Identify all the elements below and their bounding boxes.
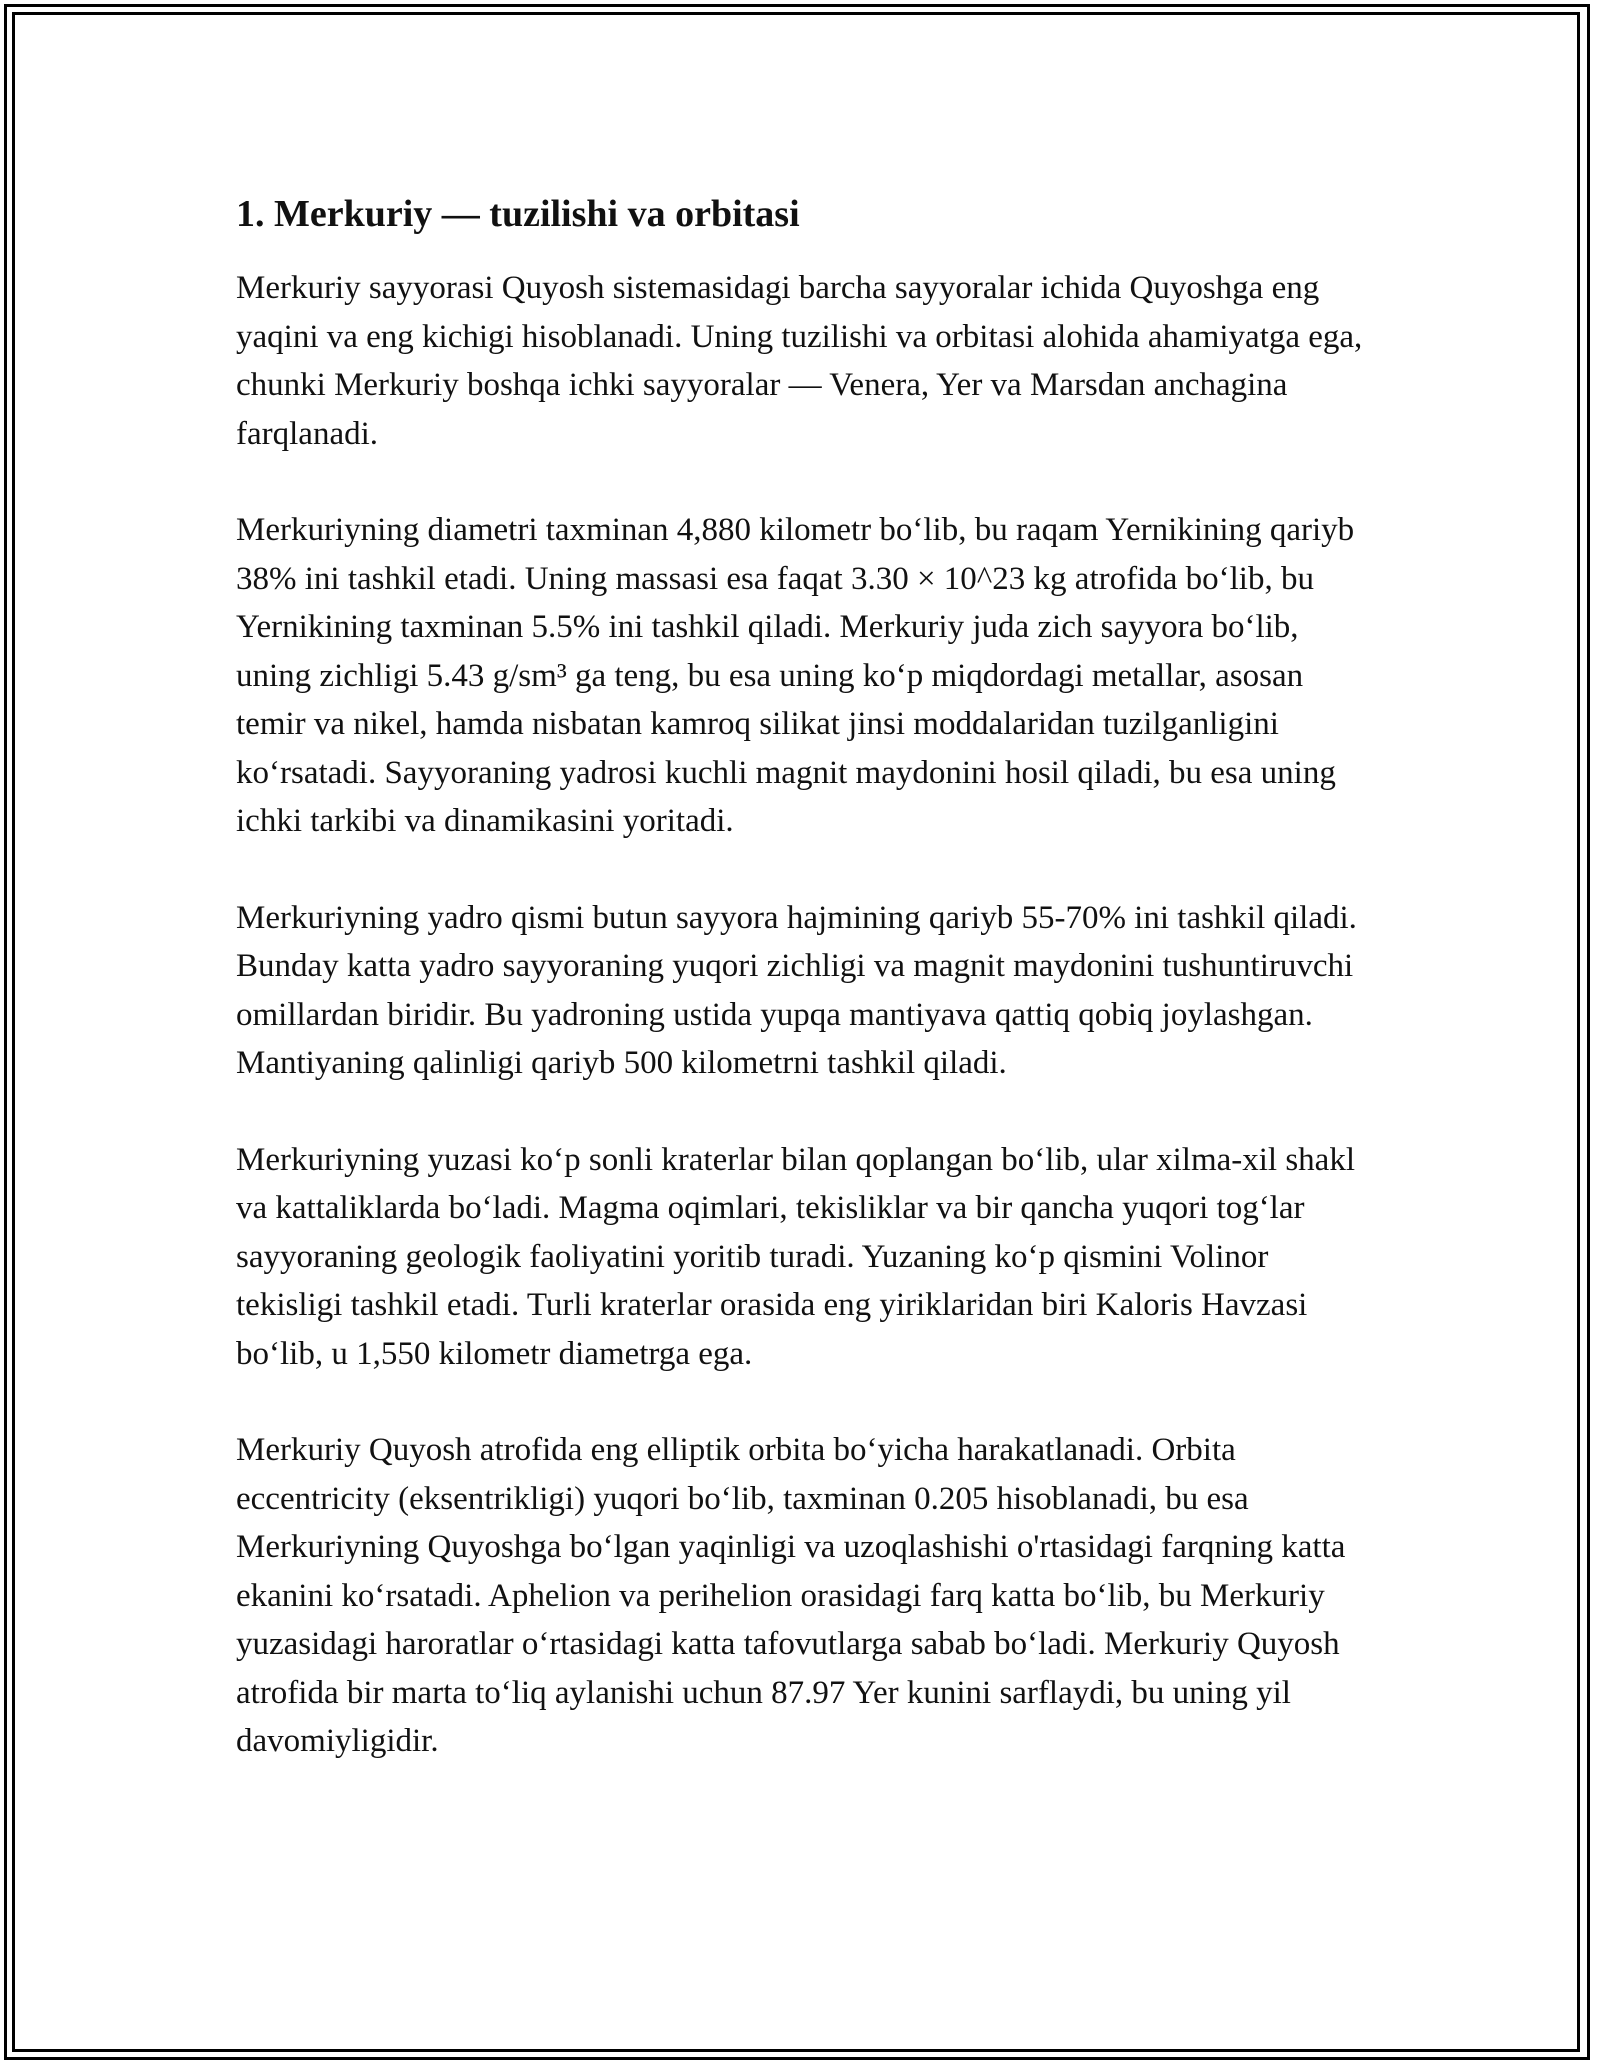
section-title: 1. Merkuriy — tuzilishi va orbitasi [236,193,800,235]
paragraph-intro: Merkuriy sayyorasi Quyosh sistemasidagi barcha sayyoralar ichida Quyoshga eng yaqini va eng kichigi hisoblanadi. Uning tuzilishi va orbitasi alohida ahamiyatga ega, chunki Merkuriy boshqa ichki sayyoralar — Venera, Yer va Marsdan anchagina farqlanadi. [236,270,1363,452]
document-body [236,186,1374,1814]
paragraph-diameter-mass: Merkuriyning diametri taxminan 4,880 kilometr boʻlib, bu raqam Yernikining qariyb 38% ini tashkil etadi. Uning massasi esa faqat 3.30 × 10^23 kg atrofida boʻlib, bu Yernikining taxminan 5.5% ini tashkil qiladi. Merkuriy juda zich sayyora boʻlib, uning zichligi 5.43 g/sm³ ga teng, bu esa uning koʻp miqdordagi metallar, asosan temir va nikel, hamda nisbatan kamroq silikat jinsi moddalaridan tuzilganligini koʻrsatadi. Sayyoraning yadrosi kuchli magnit maydonini hosil qiladi, bu esa uning ichki tarkibi va dinamikasini yoritadi. [236,512,1355,839]
paragraph-orbit: Merkuriy Quyosh atrofida eng elliptik orbita boʻyicha harakatlanadi. Orbita eccentricity (eksentrikligi) yuqori boʻlib, taxminan 0.205 hisoblanadi, bu esa Merkuriyning Quyoshga boʻlgan yaqinligi va uzoqlashishi o'rtasidagi farqning katta ekanini koʻrsatadi. Aphelion va perihelion orasidagi farq katta boʻlib, bu Merkuriy yuzasidagi haroratlar oʻrtasidagi katta tafovutlarga sabab boʻladi. Merkuriy Quyosh atrofida bir marta toʻliq aylanishi uchun 87.97 Yer kunini sarflaydi, bu uning yil davomiyligidir. [236,1432,1346,1759]
paragraph-core: Merkuriyning yadro qismi butun sayyora hajmining qariyb 55-70% ini tashkil qiladi. Bunday katta yadro sayyoraning yuqori zichligi va magnit maydonini tushuntiruvchi omillardan biridir. Bu yadroning ustida yupqa mantiyava qattiq qobiq joylashgan. Mantiyaning qalinligi qariyb 500 kilometrni tashkil qiladi. [236,899,1357,1081]
paragraph-surface: Merkuriyning yuzasi koʻp sonli kraterlar bilan qoplangan boʻlib, ular xilma-xil shakl va kattaliklarda boʻladi. Magma oqimlari, tekisliklar va bir qancha yuqori togʻlar sayyoraning geologik faoliyatini yoritib turadi. Yuzaning koʻp qismini Volinor tekisligi tashkil etadi. Turli kraterlar orasida eng yiriklaridan biri Kaloris Havzasi boʻlib, u 1,550 kilometr diametrga ega. [236,1141,1355,1372]
